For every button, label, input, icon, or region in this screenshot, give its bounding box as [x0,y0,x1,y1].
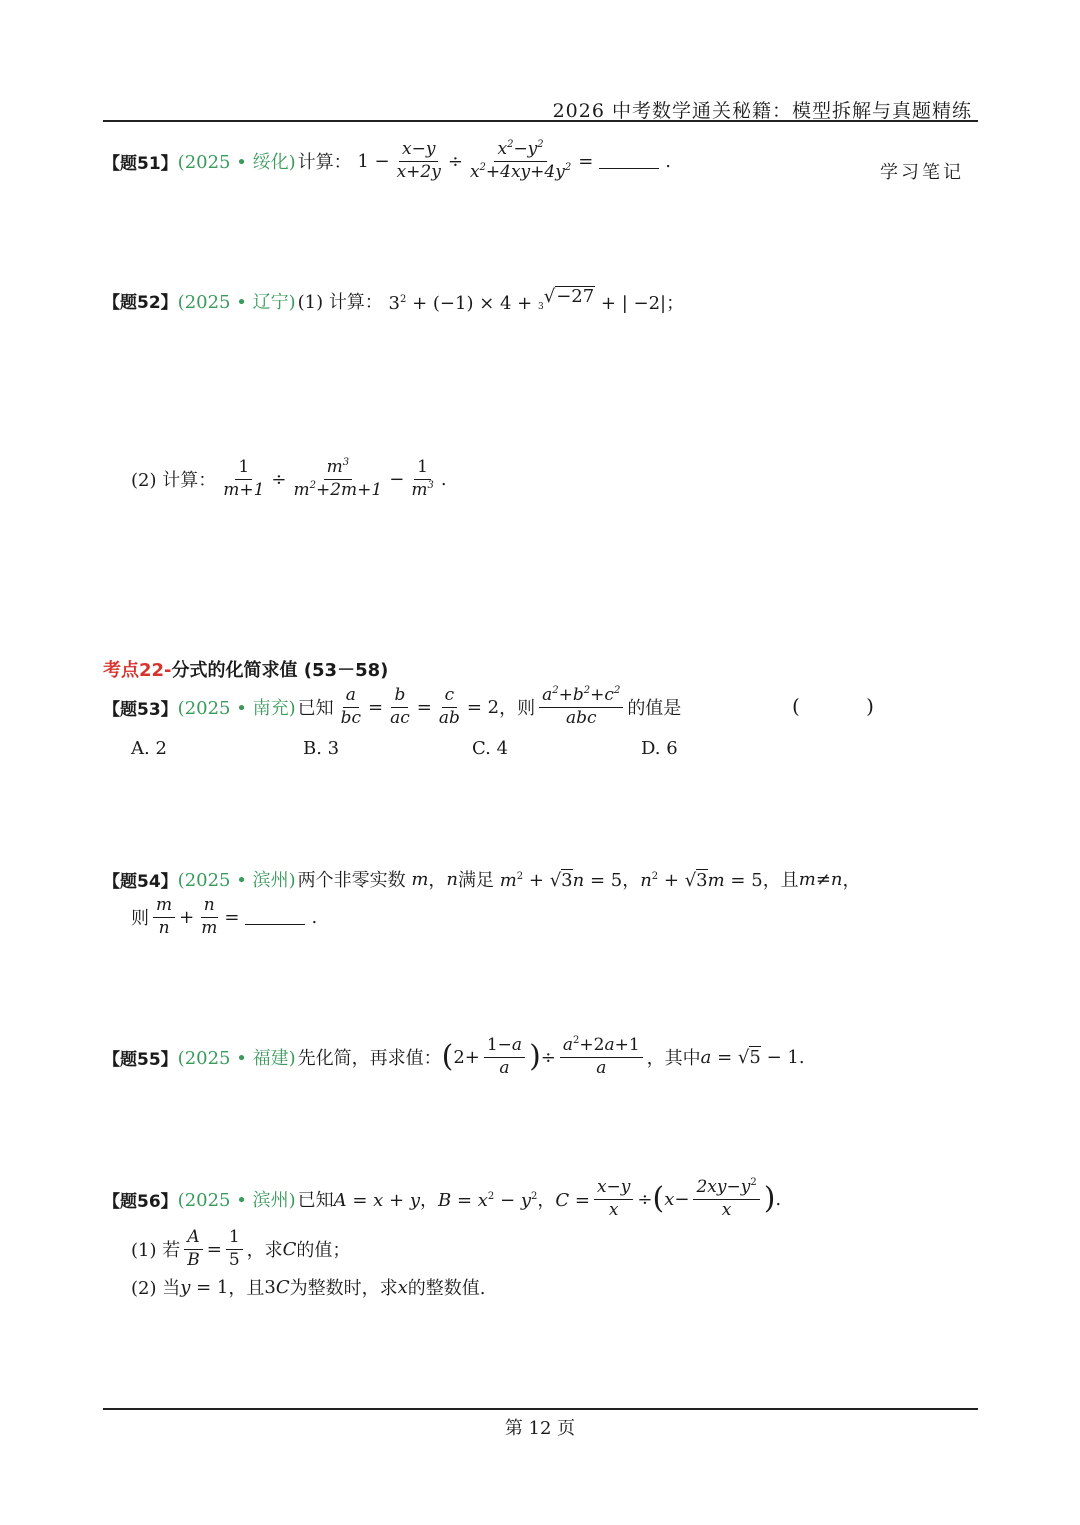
question-55: 【题55】 (2025 • 福建) 先化简，再求值： ( 2+ $\frac{1-a}{a}$ ) ÷ $\frac{a^2+2a+1}{a}$ ，其中 a = √5 − 1. [103,1035,805,1078]
question-54: 【题54】 (2025 • 滨州) 两个非零实数 m ， n 满足 $m^2 + √3n = 5$，$n^2 + √3m = 5$ ，且 m ≠ n ， [103,866,860,892]
question-text: ，且 [762,870,799,891]
question-text: 已知 [297,1190,334,1212]
question-part-1: (1) 计算： [297,291,383,313]
question-text: 的值； [296,1240,351,1262]
page-number: 第 12 页 [504,1418,576,1439]
fraction: $\frac{a^2+2a+1}{a}$ [560,1036,643,1078]
question-number: 【题55】 [103,1049,178,1070]
section-heading [103,656,388,682]
question-text: ，求 [246,1240,283,1262]
question-text: 的值是 [627,698,682,720]
question-52-part-2: (2) 计算： $\frac{1}{m+1}$ ÷ $\frac{m^3}{m^2+2m+1}$ − $\frac{1}{m^3}$ . [131,457,447,500]
question-text: ，其中 [646,1048,701,1070]
question-source: (2025 • 绥化) [177,152,296,174]
fraction: $\frac{x-y}{x+2y}$ [396,139,441,182]
answer-blank [245,910,305,925]
header-rule [103,120,978,122]
fraction: $\frac{x^2-y^2}{x^2+4xy+4y^2}$ [469,139,572,182]
fraction: $\frac{a}{bc}$ [340,685,361,728]
question-source: (2025 • 福建) [177,1048,296,1070]
option-d: D. 6 [641,738,678,759]
formula: $3^2 + (-1) \times 4$ + 3 √ −27 + | −2|； [382,286,685,314]
fraction: $\frac{2xy-y^2}{x}$ [693,1178,759,1220]
question-56-part-1: (1) 若 $\frac{A}{B}$ = $\frac{1}{5}$ ，求 C 的值； [131,1227,351,1270]
answer-blank [599,154,659,169]
fraction: $\frac{n}{m}$ [201,895,218,938]
question-text: 则 [131,908,149,930]
question-source: (2025 • 南充) [177,698,296,720]
formula: A = x + y，$B = x^2 - y^2$，C = [333,1190,590,1212]
question-text: 计算： [297,152,352,174]
question-text: 为整数时，求 [289,1278,398,1299]
question-number: 【题56】 [103,1191,178,1212]
question-56: 【题56】 (2025 • 滨州) 已知 A = x + y，$B = x^2 - y^2$，C = $\frac{x-y}{x}$ ÷ ( x − $\frac{2xy-y^2}{x}$ ) . [103,1177,782,1220]
question-number: 【题54】 [103,871,178,892]
question-text: 的整数值. [407,1278,486,1299]
fraction: $\frac{x-y}{x}$ [594,1178,633,1220]
question-text: ，且 [228,1278,265,1299]
question-number: 【题51】 [103,153,178,174]
question-source: (2025 • 辽宁) [177,291,296,313]
section-prefix: 考点22- [103,660,172,681]
question-text: 两个非零实数 [297,870,406,891]
fraction: $\frac{m}{n}$ [153,896,175,938]
question-text: 先化简，再求值： [297,1048,442,1070]
fraction: $\frac{b}{ac}$ [390,685,410,728]
formula: 1 − [351,150,390,172]
fraction: $\frac{1}{5}$ [226,1228,243,1270]
formula: a = √5 − 1. [700,1046,805,1068]
fraction: $\frac{m^3}{m^2+2m+1}$ [293,457,383,500]
question-54-line-2: 则 $\frac{m}{n}$ + $\frac{n}{m}$ = . [131,895,318,938]
option-b: B. 3 [303,738,340,759]
question-text: 已知 [297,698,334,720]
question-source: (2025 • 滨州) [177,870,296,891]
formula: $m^2 + √3n = 5$，$n^2 + √3m = 5$ [499,870,763,891]
question-51: 【题51】 (2025 • 绥化) 计算： 1 − $\frac{x-y}{x+2y}$ ÷ $\frac{x^2-y^2}{x^2+4xy+4y^2}$ = . [103,139,672,182]
question-text: (1) 若 [131,1240,181,1262]
header-title: 2026 中考数学通关秘籍：模型拆解与真题精练 [552,100,972,122]
option-c: C. 4 [472,738,509,759]
question-53: 【题53】 (2025 • 南充) 已知 $\frac{a}{bc}$ = $\frac{b}{ac}$ = $\frac{c}{ab}$ = 2 ，则 $\frac{a^2+b^2+c^2}{\text{abc}}$ 的值是 [103,685,682,728]
question-text: ，则 [499,698,536,720]
fraction: $\frac{1}{m^3}$ [411,457,434,500]
question-text: 满足 [457,870,494,891]
fraction: $\frac{c}{ab}$ [438,685,460,728]
question-text: (2) 当 [131,1278,181,1299]
question-number: 【题52】 [103,293,178,313]
answer-paren: ( ) [792,694,904,718]
question-number: 【题53】 [103,699,178,720]
section-title: 分式的化简求值 (53－58) [171,660,389,681]
fraction: $\frac{1}{m+1}$ [223,457,265,500]
question-52 [103,286,684,315]
question-56-part-2: (2) 当 y = 1 ，且 3C 为整数时，求 x 的整数值. [131,1274,486,1300]
fraction: $\frac{1-a}{a}$ [484,1036,525,1078]
fraction: $\frac{a^2+b^2+c^2}{\text{abc}}$ [539,686,623,728]
question-part-2: (2) 计算： [131,470,217,492]
option-a: A. 2 [131,738,167,759]
fraction: $\frac{A}{B}$ [184,1228,203,1270]
question-source: (2025 • 滨州) [177,1190,296,1212]
footer-rule [103,1408,978,1410]
study-notes-label: 学习笔记 [880,162,964,183]
